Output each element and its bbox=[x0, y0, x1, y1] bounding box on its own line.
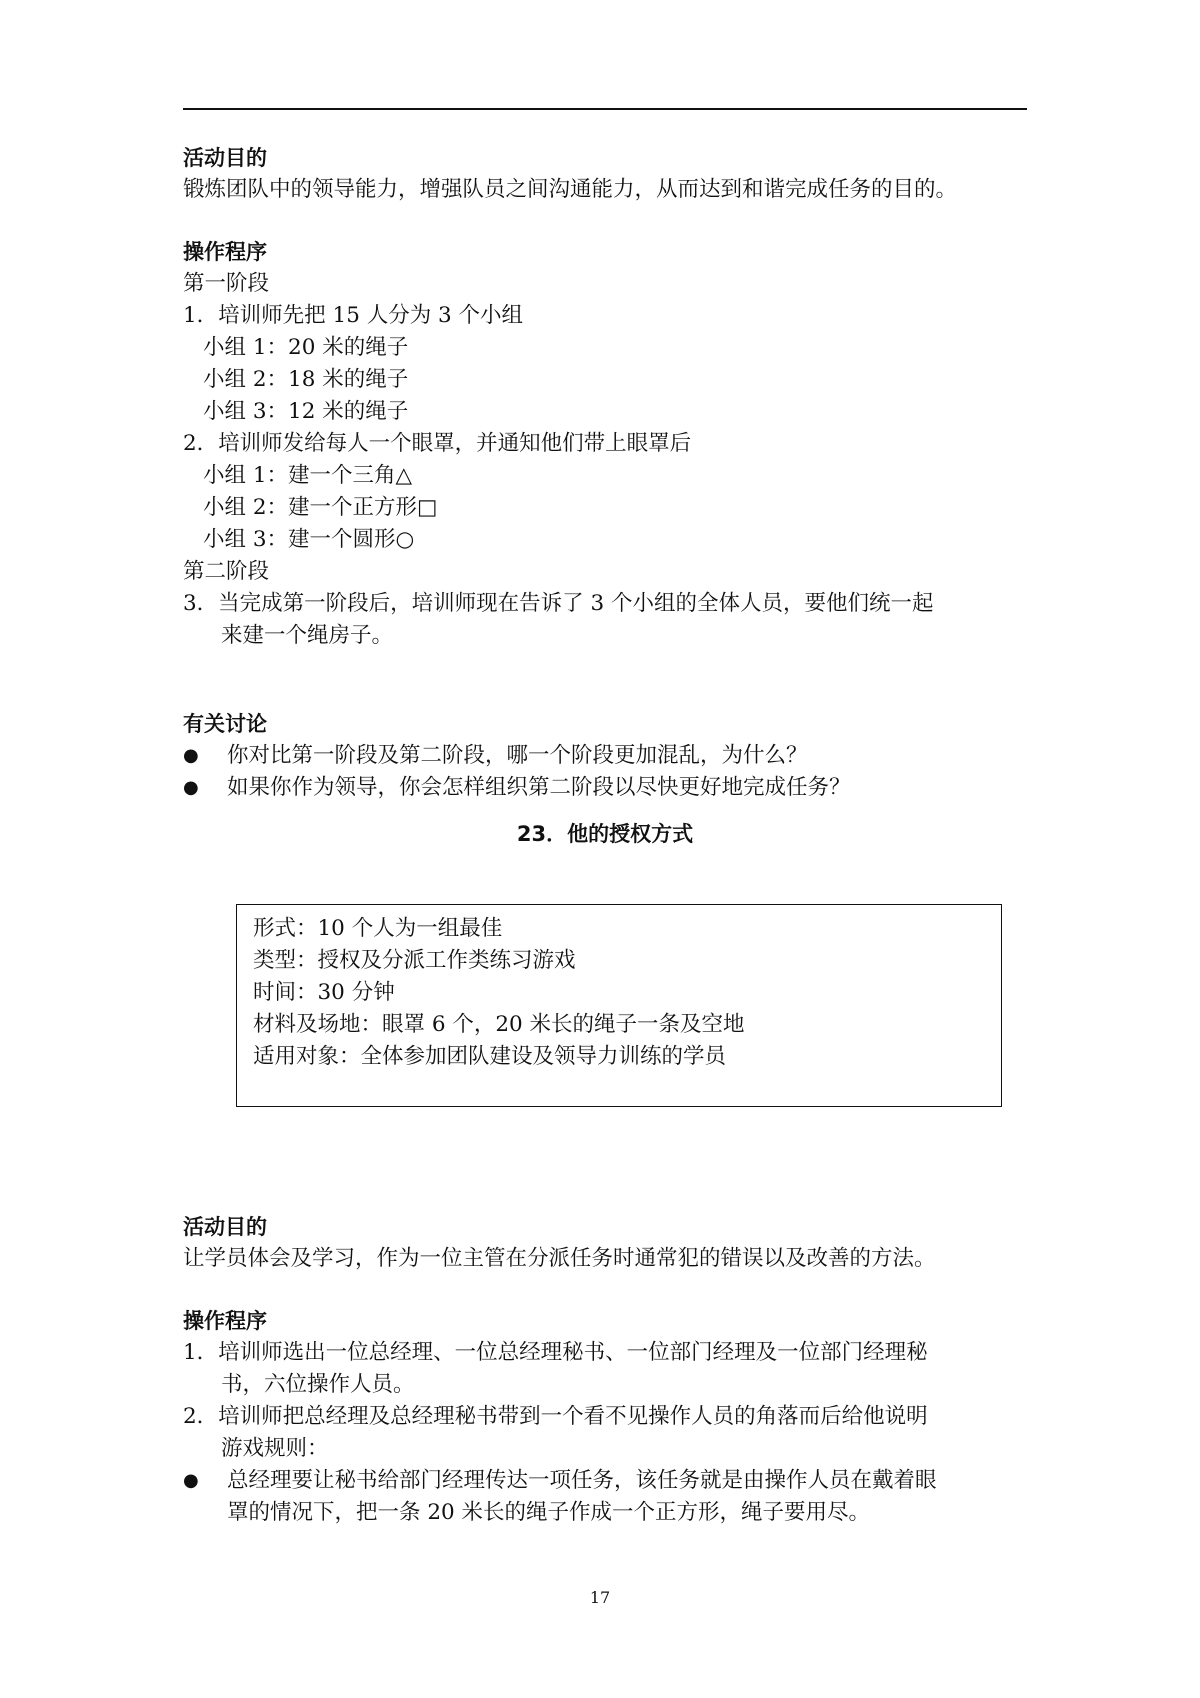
procedure-step-continuation: 来建一个绳房子。 bbox=[221, 623, 394, 648]
info-line: 材料及场地：眼罩 6 个，20 米长的绳子一条及空地 bbox=[253, 1012, 745, 1037]
bullet-icon: ● bbox=[183, 1470, 199, 1491]
procedure-step: 3．当完成第一阶段后，培训师现在告诉了 3 个小组的全体人员，要他们统一起 bbox=[183, 591, 934, 616]
info-line: 适用对象：全体参加团队建设及领导力训练的学员 bbox=[253, 1044, 727, 1069]
info-line: 时间：30 分钟 bbox=[253, 980, 395, 1005]
rule-item-continuation: 罩的情况下，把一条 20 米长的绳子作成一个正方形，绳子要用尽。 bbox=[227, 1500, 871, 1525]
procedure-heading: 操作程序 bbox=[183, 1309, 267, 1333]
purpose-text: 让学员体会及学习，作为一位主管在分派任务时通常犯的错误以及改善的方法。 bbox=[183, 1246, 936, 1271]
rule-item-text: 总经理要让秘书给部门经理传达一项任务，该任务就是由操作人员在戴着眼 bbox=[227, 1468, 937, 1493]
procedure-step-continuation: 游戏规则： bbox=[221, 1436, 329, 1461]
group-item: 小组 2：18 米的绳子 bbox=[203, 367, 409, 392]
group-item: 小组 1：建一个三角△ bbox=[203, 463, 413, 488]
rule-item bbox=[183, 1465, 1033, 1497]
procedure-heading: 操作程序 bbox=[183, 240, 267, 264]
procedure-step: 1．培训师先把 15 人分为 3 个小组 bbox=[183, 303, 524, 328]
procedure-step: 1．培训师选出一位总经理、一位总经理秘书、一位部门经理及一位部门经理秘 bbox=[183, 1340, 928, 1365]
discussion-item bbox=[183, 772, 1033, 804]
group-item: 小组 2：建一个正方形□ bbox=[203, 495, 438, 520]
group-item: 小组 3：建一个圆形○ bbox=[203, 527, 415, 552]
page-number: 17 bbox=[589, 1588, 611, 1607]
info-box bbox=[236, 904, 1002, 1107]
discussion-heading: 有关讨论 bbox=[183, 712, 267, 736]
purpose-text: 锻炼团队中的领导能力，增强队员之间沟通能力，从而达到和谐完成任务的目的。 bbox=[183, 177, 958, 202]
discussion-item-text: 你对比第一阶段及第二阶段，哪一个阶段更加混乱，为什么？ bbox=[227, 743, 808, 768]
discussion-item-text: 如果你作为领导，你会怎样组织第二阶段以尽快更好地完成任务？ bbox=[227, 775, 851, 800]
stage-label: 第一阶段 bbox=[183, 271, 270, 296]
stage-label: 第二阶段 bbox=[183, 559, 270, 584]
group-item: 小组 1：20 米的绳子 bbox=[203, 335, 409, 360]
procedure-step: 2．培训师发给每人一个眼罩，并通知他们带上眼罩后 bbox=[183, 431, 692, 456]
section-title: 23．他的授权方式 bbox=[516, 822, 694, 846]
info-line: 形式：10 个人为一组最佳 bbox=[253, 916, 503, 941]
purpose-heading: 活动目的 bbox=[183, 1215, 267, 1239]
discussion-item bbox=[183, 740, 1033, 772]
page-content bbox=[183, 142, 1033, 1529]
procedure-step-continuation: 书，六位操作人员。 bbox=[221, 1372, 415, 1397]
group-item: 小组 3：12 米的绳子 bbox=[203, 399, 409, 424]
header-rule bbox=[183, 108, 1027, 110]
bullet-icon: ● bbox=[183, 777, 199, 798]
info-line: 类型：授权及分派工作类练习游戏 bbox=[253, 948, 576, 973]
bullet-icon: ● bbox=[183, 745, 199, 766]
purpose-heading: 活动目的 bbox=[183, 146, 267, 170]
procedure-step: 2．培训师把总经理及总经理秘书带到一个看不见操作人员的角落而后给他说明 bbox=[183, 1404, 928, 1429]
